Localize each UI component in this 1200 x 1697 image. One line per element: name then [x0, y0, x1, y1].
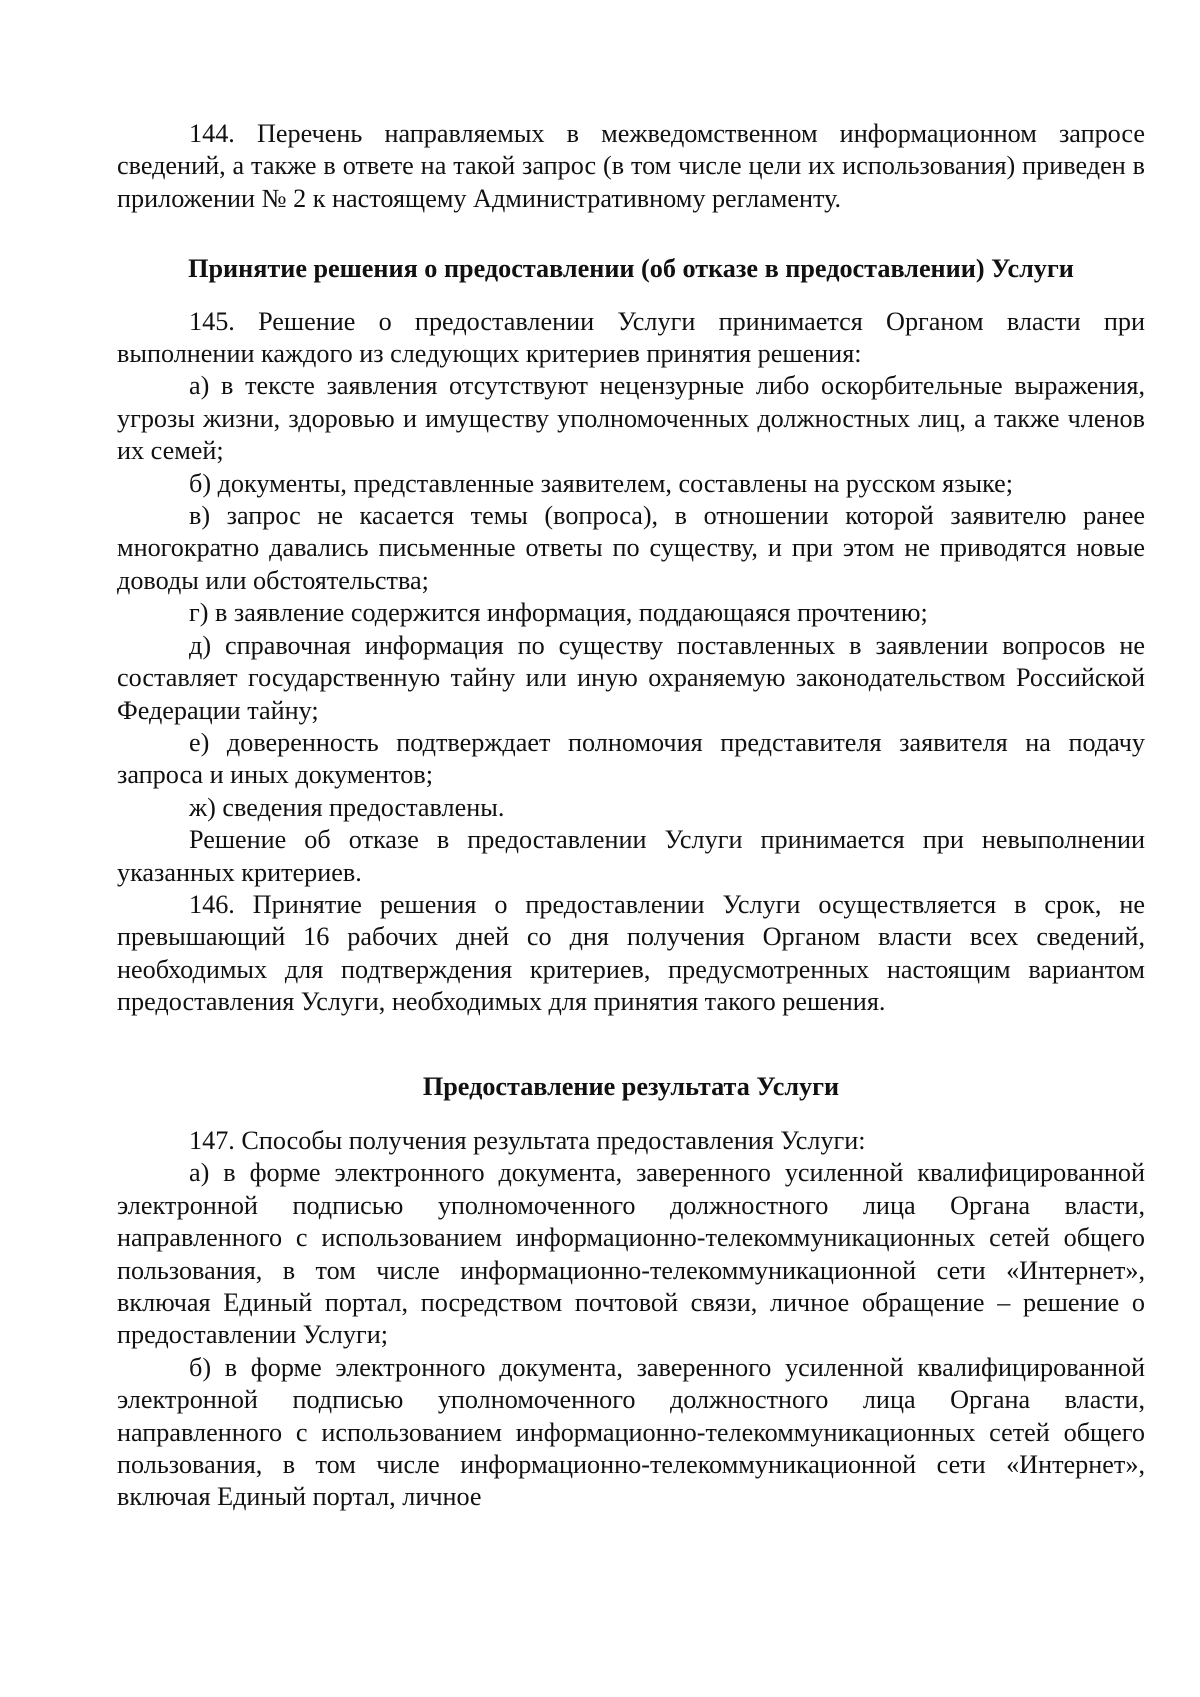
paragraph-145-zh: ж) сведения предоставлены.	[189, 792, 505, 822]
paragraph-147: 147. Способы получения результата предоставления Услуги:	[189, 1125, 866, 1155]
paragraph-147-a: а) в форме электронного документа, заверенного усиленной квалифицированной электронной подписью уполномоченного должностного лица Органа власти, направленного с использованием информационно-телекоммуникационных сетей общего пользования, в том числе информационно-телекоммуникационной сети «Интернет», включая Единый портал, посредством почтовой связи, личное обращение – решение о предоставлении Услуги;	[117, 1158, 1145, 1350]
paragraph-147-b: б) в форме электронного документа, заверенного усиленной квалифицированной электронной подписью уполномоченного должностного лица Органа власти, направленного с использованием информационно-телекоммуникационных сетей общего пользования, в том числе информационно-телекоммуникационной сети «Интернет», включая Единый портал, личное	[117, 1352, 1145, 1512]
paragraph-146: 146. Принятие решения о предоставлении Услуги осуществляется в срок, не превышающий 16 рабочих дней со дня получения Органом власти всех сведений, необходимых для подтверждения критериев, предусмотренных настоящим вариантом предоставления Услуги, необходимых для принятия такого решения.	[117, 889, 1145, 1017]
paragraph-145: 145. Решение о предоставлении Услуги принимается Органом власти при выполнении каждого из следующих критериев принятия решения:	[117, 306, 1145, 369]
paragraph-145-refusal: Решение об отказе в предоставлении Услуги принимается при невыполнении указанных критериев.	[117, 825, 1145, 887]
paragraph-144: 144. Перечень направляемых в межведомственном информационном запросе сведений, а также в ответе на такой запрос (в том числе цели их использования) приведен в приложении № 2 к настоящему Административному регламенту.	[117, 119, 1145, 213]
section-heading-decision: Принятие решения о предоставлении (об отказе в предоставлении) Услуги	[188, 254, 1074, 284]
paragraph-145-b: б) документы, представленные заявителем, составлены на русском языке;	[189, 468, 1014, 498]
document-page	[117, 118, 1145, 1514]
paragraph-145-g: г) в заявление содержится информация, поддающаяся прочтению;	[189, 598, 928, 628]
paragraph-145-e: е) доверенность подтверждает полномочия представителя заявителя на подачу запроса и иных документов;	[117, 727, 1145, 790]
paragraph-145-v: в) запрос не касается темы (вопроса), в отношении которой заявителю ранее многократно давались письменные ответы по существу, и при этом не приводятся новые доводы или обстоятельства;	[117, 501, 1145, 595]
paragraph-145-a: а) в тексте заявления отсутствуют нецензурные либо оскорбительные выражения, угрозы жизни, здоровью и имуществу уполномоченных должностных лиц, а также членов их семей;	[117, 371, 1145, 466]
section-heading-result: Предоставление результата Услуги	[422, 1071, 840, 1101]
paragraph-145-d: д) справочная информация по существу поставленных в заявлении вопросов не составляет государственную тайну или иную охраняемую законодательством Российской Федерации тайну;	[117, 630, 1145, 725]
